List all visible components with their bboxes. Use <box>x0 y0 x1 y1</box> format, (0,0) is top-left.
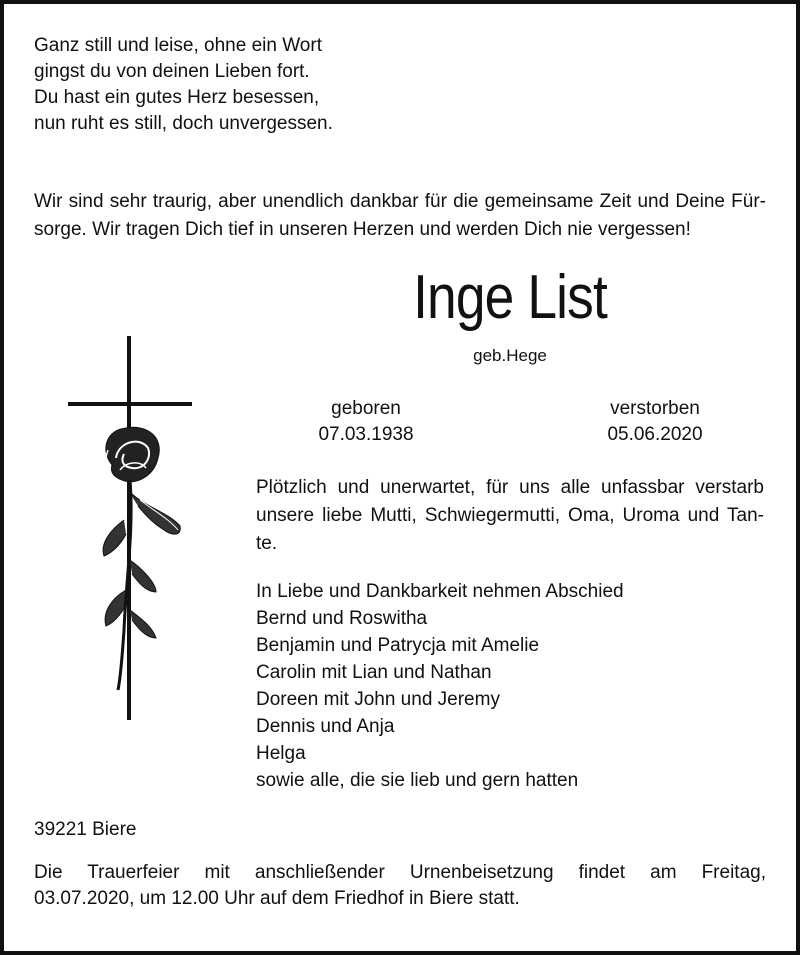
mourner-line: Bernd und Roswitha <box>256 608 428 629</box>
message-line: Plötzlich und unerwartet, für uns alle unfassbar verstarb <box>256 477 764 498</box>
mourner-line: sowie alle, die sie lieb und gern hatten <box>256 770 579 791</box>
deceased-name: Inge List <box>413 263 607 332</box>
mourner-line: Dennis und Anja <box>256 716 395 737</box>
birth-label: geboren <box>331 398 401 419</box>
service-line: Die Trauerfeier mit anschließender Urnenbeisetzung findet am Freitag, <box>34 862 766 883</box>
death-info <box>585 396 725 448</box>
mourner-line: Benjamin und Patrycja mit Amelie <box>256 635 540 656</box>
poem-line: Du hast ein gutes Herz besessen, <box>34 87 320 108</box>
funeral-service-info <box>34 860 766 912</box>
message-line: te. <box>256 533 278 554</box>
mourner-line: Carolin mit Lian und Nathan <box>256 662 492 683</box>
birth-date: 07.03.1938 <box>318 424 414 445</box>
cross-with-rose-icon <box>60 330 200 730</box>
poem <box>34 33 333 137</box>
birth-info <box>296 396 436 448</box>
service-line: 03.07.2020, um 12.00 Uhr auf dem Friedhof in Biere statt. <box>34 888 520 909</box>
death-message <box>256 474 764 558</box>
intro-text <box>34 188 766 244</box>
mourners-list <box>256 578 624 794</box>
death-date: 05.06.2020 <box>607 424 703 445</box>
mourner-line: In Liebe und Dankbarkeit nehmen Abschied <box>256 581 624 602</box>
death-label: verstorben <box>610 398 700 419</box>
mourner-line: Doreen mit John und Jeremy <box>256 689 500 710</box>
poem-line: nun ruht es still, doch unvergessen. <box>34 113 333 134</box>
place-text: 39221 Biere <box>34 819 137 840</box>
poem-line: Ganz still und leise, ohne ein Wort <box>34 35 322 56</box>
mourner-line: Helga <box>256 743 306 764</box>
maiden-name: geb.Hege <box>473 346 547 365</box>
intro-line: sorge. Wir tragen Dich tief in unseren Herzen und werden Dich nie vergessen! <box>34 219 691 240</box>
poem-line: gingst du von deinen Lieben fort. <box>34 61 310 82</box>
intro-line: Wir sind sehr traurig, aber unendlich dankbar für die gemeinsame Zeit und Deine Für- <box>34 191 766 212</box>
message-line: unsere liebe Mutti, Schwiegermutti, Oma, Uroma und Tan- <box>256 505 764 526</box>
